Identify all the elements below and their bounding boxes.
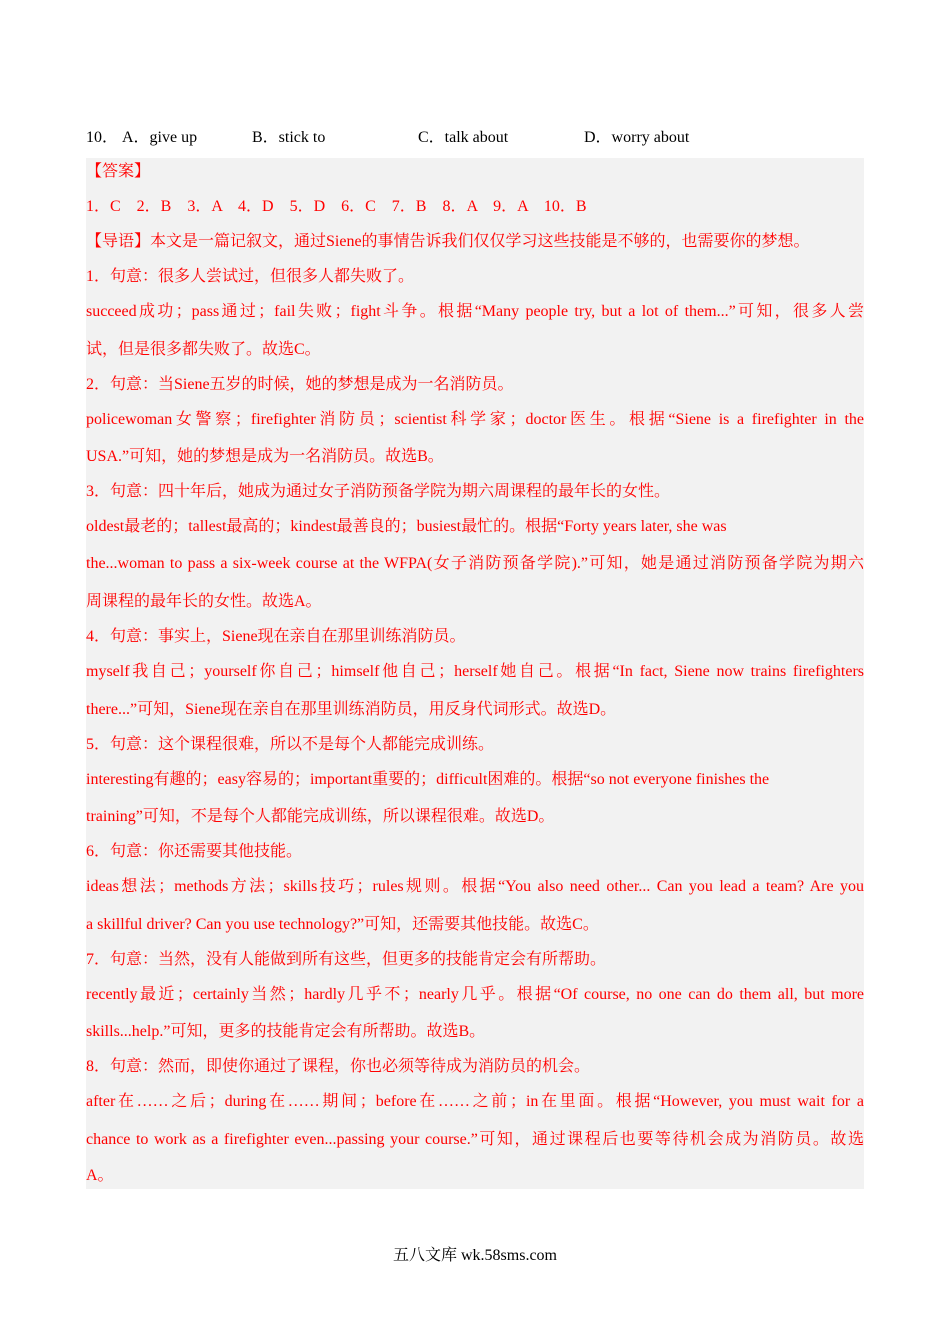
explanation-line: policewoman女警察；firefighter消防员；scientist科学家；doctor医生。根据“Siene is a firefighter in the [86,411,864,428]
explanation-line: 8．句意：然而，即使你通过了课程，你也必须等待成为消防员的机会。 [86,1058,591,1075]
explanation-line: recently最近；certainly当然；hardly几乎不；nearly几乎。根据“Of course, no one can do them all, but more [86,986,864,1003]
answer-intro: 【导语】本文是一篇记叙文，通过Siene的事情告诉我们仅仅学习这些技能是不够的，也需要你的梦想。 [86,233,810,250]
explanation-line: the...woman to pass a six-week course at the WFPA(女子消防预备学院).”可知，她是通过消防预备学院为期六 [86,555,864,572]
explanation-line: 4．句意：事实上，Siene现在亲自在那里训练消防员。 [86,628,466,645]
explanation-line: 试，但是很多都失败了。故选C。 [86,341,321,358]
explanation-line: interesting有趣的；easy容易的；important重要的；difficult困难的。根据“so not everyone finishes the [86,771,770,788]
explanation-line: 周课程的最年长的女性。故选A。 [86,593,322,610]
answer-keys: 1．C 2．B 3．A 4．D 5．D 6．C 7．B 8．A 9．A 10．B [86,198,587,215]
explanation-line: USA.”可知，她的梦想是成为一名消防员。故选B。 [86,448,444,465]
explanation-line: oldest最老的；tallest最高的；kindest最善良的；busiest最忙的。根据“Forty years later, she was [86,518,727,535]
question-10 [86,126,866,150]
option-a: A．give up [122,129,198,146]
explanation-line: chance to work as a firefighter even...passing your course.”可知，通过课程后也要等待机会成为消防员。故选 [86,1131,864,1148]
explanation-line: a skillful driver? Can you use technology?”可知，还需要其他技能。故选C。 [86,916,599,933]
explanation-line: ideas想法；methods方法；skills技巧；rules规则。根据“You also need other... Can you lead a team? Are you [86,878,864,895]
question-number: 10． [86,129,119,146]
explanation-line: skills...help.”可知，更多的技能肯定会有所帮助。故选B。 [86,1023,486,1040]
explanation-line: 1．句意：很多人尝试过，但很多人都失败了。 [86,268,415,285]
explanation-line: 5．句意：这个课程很难，所以不是每个人都能完成训练。 [86,736,495,753]
explanation-line: training”可知，不是每个人都能完成训练，所以课程很难。故选D。 [86,808,555,825]
explanation-line: 7．句意：当然，没有人能做到所有这些，但更多的技能肯定会有所帮助。 [86,951,607,968]
explanation-line: there...”可知，Siene现在亲自在那里训练消防员，用反身代词形式。故选D。 [86,701,617,718]
option-d: D．worry about [584,129,690,146]
explanation-line: 2．句意：当Siene五岁的时候，她的梦想是成为一名消防员。 [86,376,514,393]
answer-section [86,158,864,1189]
option-b: B．stick to [252,129,326,146]
footer-watermark: 五八文库 wk.58sms.com [392,1247,557,1264]
option-c: C．talk about [418,129,509,146]
explanation-line: after在……之后；during在……期间；before在……之前；in在里面。根据“However, you must wait for a [86,1093,864,1110]
explanation-line: succeed成功；pass通过；fail失败；fight斗争。根据“Many people try, but a lot of them...”可知，很多人尝 [86,303,864,320]
explanation-line: 6．句意：你还需要其他技能。 [86,843,303,860]
explanation-line: A。 [86,1167,114,1184]
explanation-line: myself我自己；yourself你自己；himself他自己；herself她自己。根据“In fact, Siene now trains firefighters [86,663,864,680]
explanation-line: 3．句意：四十年后，她成为通过女子消防预备学院为期六周课程的最年长的女性。 [86,483,671,500]
answer-heading: 【答案】 [86,163,151,180]
